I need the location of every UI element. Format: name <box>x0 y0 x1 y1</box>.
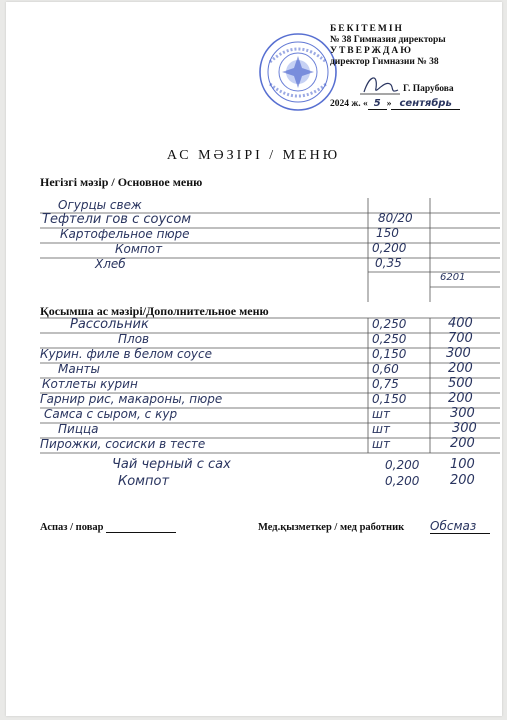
extra-item-qty: шт <box>372 422 390 436</box>
main-item-qty: 80/20 <box>378 211 413 225</box>
extra-item-name: Рассольник <box>70 317 149 332</box>
extra-item-price: 400 <box>448 316 473 331</box>
extra-item-qty: 0,60 <box>372 362 399 376</box>
date-month: сентябрь <box>391 98 459 110</box>
cook-label: Аспаз / повар <box>40 522 104 533</box>
cook-signature-blank <box>106 532 176 533</box>
main-item-qty: 0,35 <box>375 256 402 270</box>
extra-item-name: Самса с сыром, с кур <box>44 407 178 421</box>
extra-item-price: 700 <box>448 331 473 346</box>
cook-signature-line <box>40 522 176 533</box>
extra-item-name: Пирожки, сосиски в тесте <box>40 437 206 451</box>
extra-item-name: Курин. филе в белом соусе <box>40 347 213 361</box>
extra-item-qty: 0,200 <box>385 458 420 472</box>
med-signature: Обсмаз <box>430 519 490 534</box>
extra-item-price: 300 <box>452 421 477 436</box>
main-item-name: Компот <box>115 242 163 256</box>
extra-item-qty: шт <box>372 437 390 451</box>
extra-item-price: 500 <box>448 376 473 391</box>
extra-item-price: 100 <box>450 457 475 472</box>
approval-date <box>330 98 460 109</box>
extra-item-name: Манты <box>58 362 101 376</box>
main-item-name: Картофельное пюре <box>60 227 190 241</box>
extra-item-qty: 0,150 <box>372 347 407 361</box>
extra-item-qty: 0,250 <box>372 332 407 346</box>
extra-item-qty: 0,75 <box>372 377 399 391</box>
approval-block <box>330 24 446 68</box>
med-signature-line <box>258 522 404 533</box>
main-item-name: Хлеб <box>95 257 126 271</box>
approval-line: БЕКІТЕМІН <box>330 24 404 34</box>
med-label: Мед.қызметкер / мед работник <box>258 522 405 533</box>
main-menu-total: 6201 <box>440 272 466 283</box>
extra-item-price: 200 <box>450 473 475 488</box>
date-day: 5 <box>368 98 387 110</box>
extra-item-qty: 0,250 <box>372 317 407 331</box>
main-item-qty: 150 <box>376 226 399 240</box>
extra-menu-heading: Қосымша ас мәзірі/Дополнительное меню <box>40 304 269 318</box>
extra-item-price: 200 <box>450 436 475 451</box>
extra-item-name: Гарнир рис, макароны, пюре <box>40 392 223 406</box>
director-signature <box>360 70 400 100</box>
director-name: Г. Парубова <box>403 84 454 94</box>
menu-title: АС МӘЗІРІ / МЕНЮ <box>166 148 341 163</box>
extra-item-name: Компот <box>118 474 170 489</box>
extra-item-price: 200 <box>448 391 473 406</box>
extra-item-name: Котлеты курин <box>42 377 138 391</box>
extra-item-qty: 0,150 <box>372 392 407 406</box>
approval-line: директор Гимназии № 38 <box>330 57 439 67</box>
extra-item-price: 300 <box>446 346 471 361</box>
extra-item-qty: 0,200 <box>385 474 420 488</box>
main-menu-heading: Негізгі мәзір / Основное меню <box>40 175 203 189</box>
date-mid: » <box>386 99 392 109</box>
main-item-name: Огурцы свеж <box>58 198 142 212</box>
date-prefix: 2024 ж. « <box>330 99 368 109</box>
extra-item-price: 300 <box>450 406 475 421</box>
official-seal <box>258 32 338 112</box>
approval-line: № 38 Гимназия директоры <box>330 35 446 45</box>
extra-item-price: 200 <box>448 361 473 376</box>
approval-line: УТВЕРЖДАЮ <box>330 46 413 56</box>
extra-item-name: Плов <box>118 332 150 346</box>
main-item-qty: 0,200 <box>372 241 407 255</box>
main-item-name: Тефтели гов с соусом <box>42 212 192 227</box>
extra-item-qty: шт <box>372 407 390 421</box>
extra-item-name: Пицца <box>58 422 99 436</box>
extra-item-name: Чай черный с сах <box>112 457 231 472</box>
